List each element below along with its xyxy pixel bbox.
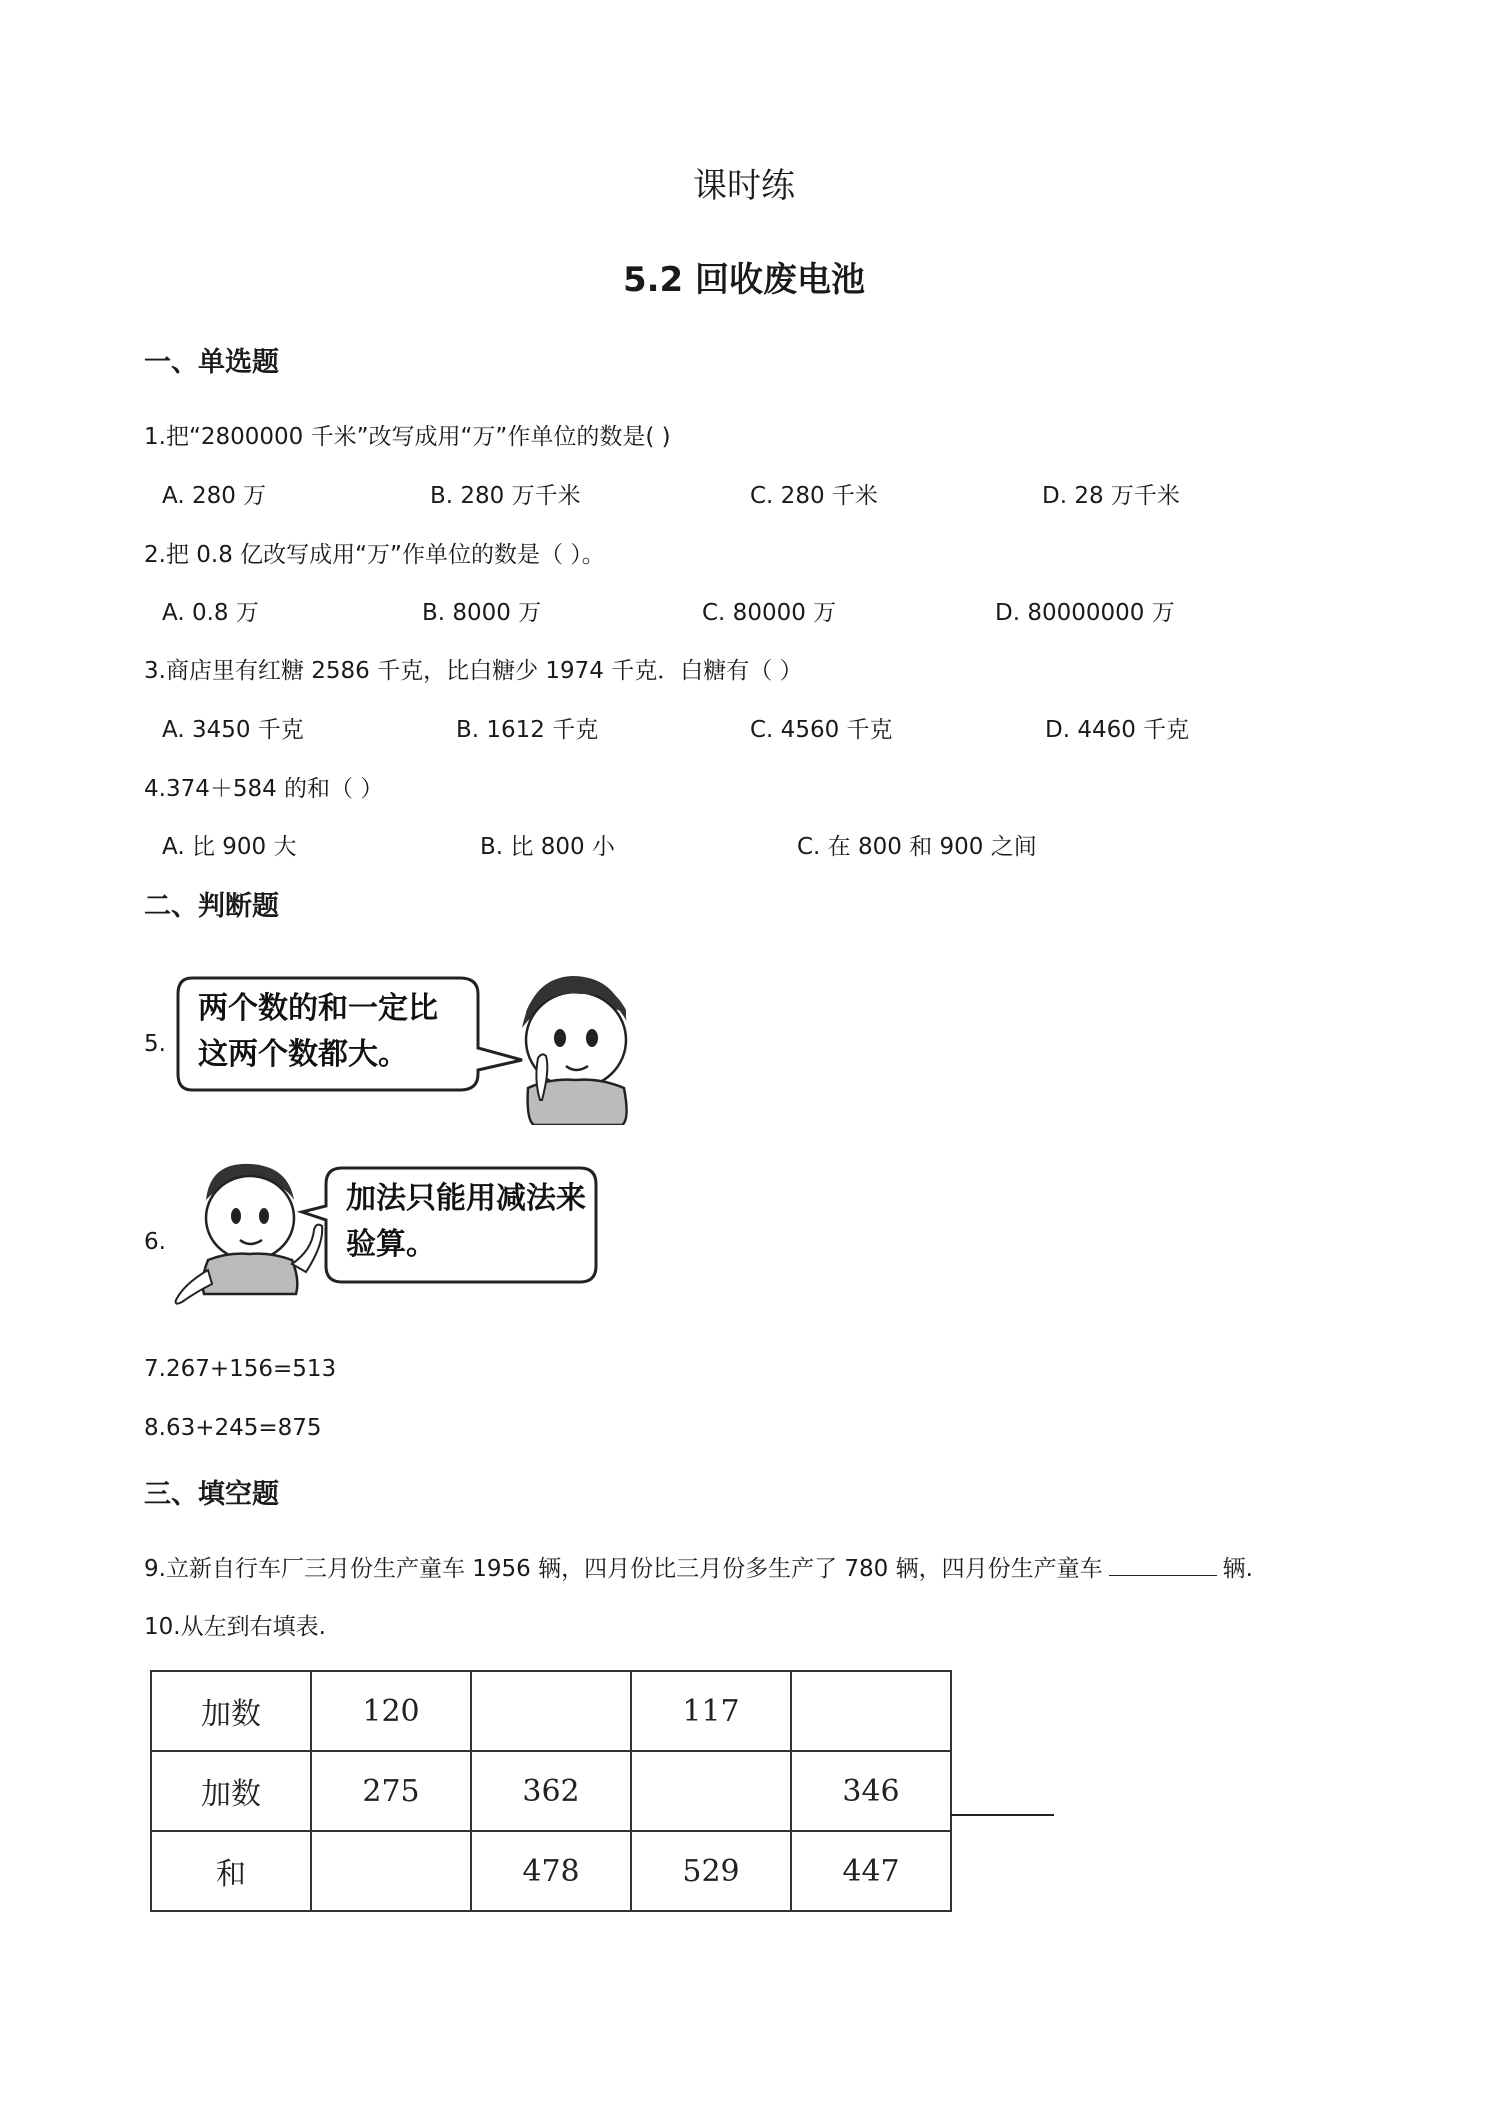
q1-option-b: B. 280 万千米 <box>430 483 581 509</box>
table-cell <box>631 1751 791 1831</box>
table-cell: 529 <box>631 1831 791 1911</box>
q2-option-d: D. 80000000 万 <box>995 600 1175 626</box>
table-cell: 117 <box>631 1671 791 1751</box>
table-cell: 加数 <box>151 1751 311 1831</box>
bubble-line-2: 验算。 <box>346 1227 436 1262</box>
question-9-unit: 辆. <box>1222 1556 1253 1582</box>
question-7: 7.267+156=513 <box>144 1356 337 1382</box>
question-4: 4.374＋584 的和（ ） <box>144 776 384 802</box>
question-9-text: 9.立新自行车厂三月份生产童车 1956 辆，四月份比三月份多生产了 780 辆，四月份生产童车 <box>144 1556 1103 1582</box>
document-title: 课时练 <box>693 166 795 206</box>
section-heading-true-false: 二、判断题 <box>144 891 279 922</box>
q2-option-b: B. 8000 万 <box>422 600 542 626</box>
table-cell: 275 <box>311 1751 471 1831</box>
q3-option-d: D. 4460 千克 <box>1045 717 1190 743</box>
bubble-line-1: 两个数的和一定比 <box>198 991 438 1026</box>
question-10: 10.从左到右填表. <box>144 1614 326 1640</box>
question-9 <box>144 1550 1253 1583</box>
table-cell: 加数 <box>151 1671 311 1751</box>
table-cell: 362 <box>471 1751 631 1831</box>
table-cell: 120 <box>311 1671 471 1751</box>
table-row <box>151 1751 951 1831</box>
question-5-illustration <box>170 970 640 1125</box>
q3-option-b: B. 1612 千克 <box>456 717 599 743</box>
section-heading-fill-blank: 三、填空题 <box>144 1479 279 1510</box>
question-2: 2.把 0.8 亿改写成用“万”作单位的数是（ ）。 <box>144 542 605 568</box>
question-6-number: 6. <box>144 1229 166 1255</box>
q3-option-a: A. 3450 千克 <box>162 717 304 743</box>
answer-blank[interactable] <box>1109 1553 1217 1576</box>
q4-option-c: C. 在 800 和 900 之间 <box>797 834 1037 860</box>
table-cell: 和 <box>151 1831 311 1911</box>
question-8: 8.63+245=875 <box>144 1415 322 1441</box>
q2-option-a: A. 0.8 万 <box>162 600 259 626</box>
table-cell <box>471 1671 631 1751</box>
q4-option-a: A. 比 900 大 <box>162 834 297 860</box>
table-cell <box>311 1831 471 1911</box>
table-cell: 478 <box>471 1831 631 1911</box>
bubble-line-2: 这两个数都大。 <box>198 1037 408 1072</box>
section-heading-single-choice: 一、单选题 <box>144 347 279 378</box>
boy-thinking-icon <box>522 976 628 1125</box>
question-5-number: 5. <box>144 1031 166 1057</box>
bubble-line-1: 加法只能用减法来 <box>346 1181 586 1216</box>
question-3: 3.商店里有红糖 2586 千克，比白糖少 1974 千克．白糖有（ ） <box>144 658 803 684</box>
lesson-title: 5.2 回收废电池 <box>622 260 866 300</box>
question-6-illustration <box>170 1160 610 1310</box>
q1-option-a: A. 280 万 <box>162 483 267 509</box>
addition-table <box>150 1670 952 1912</box>
q4-option-b: B. 比 800 小 <box>480 834 615 860</box>
answer-blank[interactable] <box>950 1814 1054 1816</box>
q1-option-d: D. 28 万千米 <box>1042 483 1180 509</box>
boy-pointing-icon <box>176 1164 323 1304</box>
table-cell: 447 <box>791 1831 951 1911</box>
q1-option-c: C. 280 千米 <box>750 483 878 509</box>
table-row <box>151 1671 951 1751</box>
q3-option-c: C. 4560 千克 <box>750 717 893 743</box>
table-cell: 346 <box>791 1751 951 1831</box>
q2-option-c: C. 80000 万 <box>702 600 837 626</box>
question-1: 1.把“2800000 千米”改写成用“万”作单位的数是( ) <box>144 424 671 450</box>
table-cell <box>791 1671 951 1751</box>
table-row <box>151 1831 951 1911</box>
